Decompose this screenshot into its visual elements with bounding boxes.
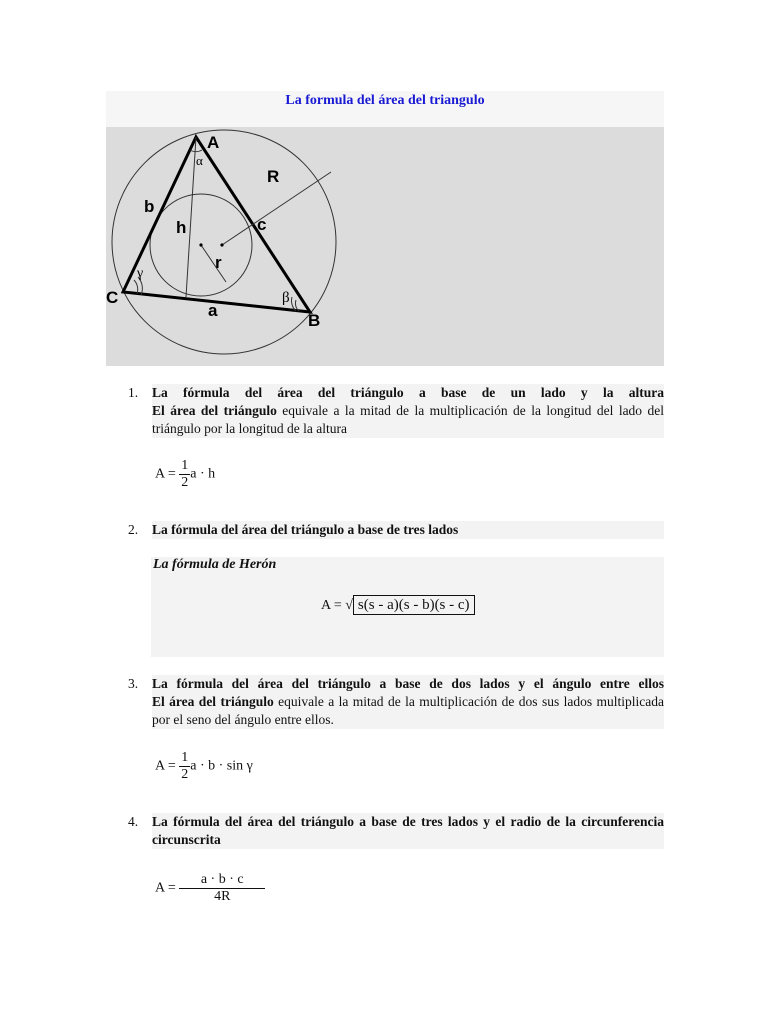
label-gamma: γ (137, 266, 144, 281)
description-text: equivale a la mitad de la multiplicación de la longitud del lado del triángulo por la longitud de la altura (152, 403, 664, 436)
item-body (152, 813, 664, 849)
incenter-point (199, 243, 202, 246)
denominator: 4R (179, 888, 265, 905)
formula-rest: a · b · sin γ (190, 758, 253, 774)
description-text: equivale a la mitad de la multiplicación de dos sus lados multiplicada por el seno del ángulo entre ellos. (152, 694, 664, 727)
numerator: a · b · c (200, 872, 244, 887)
item-number: 1. (128, 385, 139, 400)
label-alpha: α (196, 153, 203, 168)
fraction (179, 872, 265, 905)
item-body (152, 675, 664, 729)
label-r: r (215, 253, 222, 272)
heron-box (151, 557, 664, 657)
radius-r-line (201, 245, 226, 282)
label-a: a (208, 301, 218, 320)
sqrt-sign: √ (345, 598, 353, 613)
triangle (123, 137, 310, 312)
heron-subtitle: La fórmula de Herón (153, 557, 277, 572)
title-bar (106, 91, 664, 127)
denominator: 2 (181, 475, 189, 490)
item-body (152, 384, 664, 438)
formula-rest: a · h (190, 466, 216, 482)
circumcenter-point (220, 243, 223, 246)
label-B: B (308, 311, 321, 330)
item-description (152, 693, 664, 729)
numerator: 1 (181, 458, 189, 473)
list-item-1 (128, 384, 664, 438)
height-line (186, 137, 196, 297)
label-C: C (106, 288, 119, 307)
list-item-2 (128, 521, 664, 539)
description-bold: El área del triángulo (152, 694, 274, 709)
label-R: R (267, 167, 280, 186)
formula-lhs: A = (155, 758, 176, 774)
item-heading: La fórmula del área del triángulo a base de dos lados y el ángulo entre ellos (152, 676, 664, 691)
item-number: 4. (128, 814, 139, 829)
item-heading: La fórmula del área del triángulo a base de tres lados (152, 522, 459, 537)
fraction (179, 750, 190, 783)
formula-lhs: A = (155, 466, 176, 482)
label-A: A (207, 133, 220, 152)
label-h: h (176, 218, 187, 237)
formula-4 (155, 872, 265, 905)
alpha-arc (190, 150, 202, 152)
formula-2 (321, 597, 475, 614)
label-c: c (257, 215, 267, 234)
radicand: s(s - a)(s - b)(s - c) (353, 595, 475, 615)
item-number: 2. (128, 522, 139, 537)
page-title: La formula del área del triangulo (285, 93, 485, 108)
list-item-4 (128, 813, 664, 849)
formula-1 (155, 458, 215, 491)
item-body (152, 521, 664, 539)
triangle-figure (106, 127, 664, 366)
item-description (152, 402, 664, 438)
fraction (179, 458, 190, 491)
list-item-3 (128, 675, 664, 729)
denominator: 2 (181, 767, 189, 782)
description-bold: El área del triángulo (152, 403, 277, 418)
item-heading: La fórmula del área del triángulo a base de tres lados y el radio de la circunferencia circunscrita (152, 814, 664, 847)
formula-lhs: A = (321, 598, 342, 613)
label-b: b (144, 197, 155, 216)
item-number: 3. (128, 676, 139, 691)
numerator: 1 (181, 750, 189, 765)
formula-lhs: A = (155, 880, 176, 896)
triangle-diagram (106, 127, 664, 366)
item-heading: La fórmula del área del triángulo a base de un lado y la altura (152, 385, 664, 400)
formula-3 (155, 750, 253, 783)
label-beta: β (282, 290, 290, 306)
